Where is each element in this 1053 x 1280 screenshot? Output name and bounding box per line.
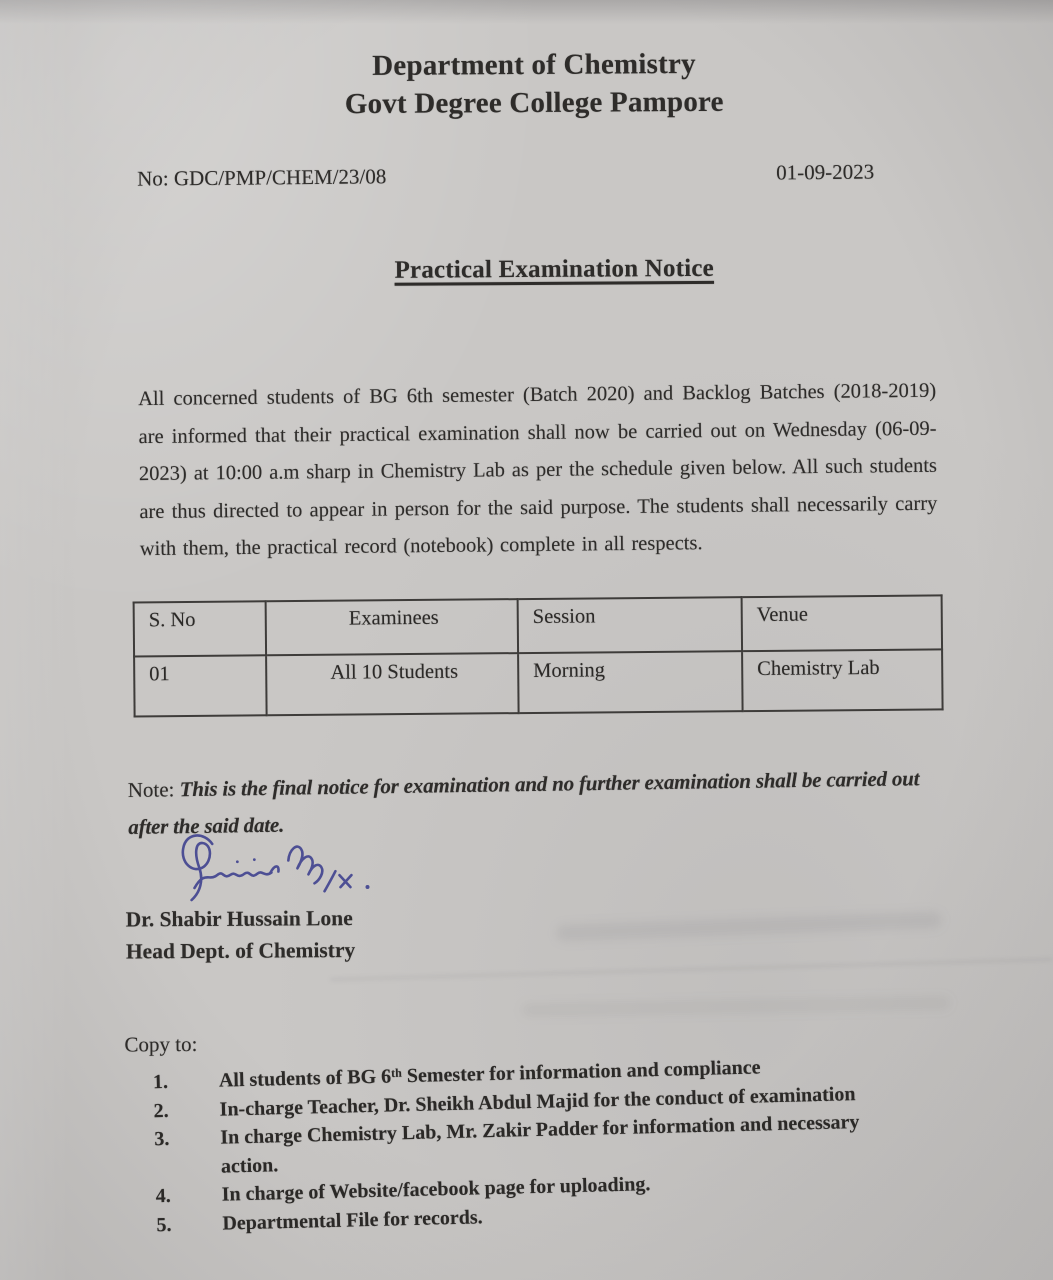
header-session: Session <box>518 597 742 653</box>
copy-to-label: Copy to: <box>124 1032 198 1057</box>
college-name: Govt Degree College Pampore <box>344 85 724 121</box>
cell-sno: 01 <box>134 655 267 716</box>
notice-title: Practical Examination Notice <box>394 254 715 284</box>
item-text: All students of BG 6ᵗʰ Semester for information and compliance <box>218 1056 761 1092</box>
item-text: In charge of Website/facebook page for uploading. <box>221 1173 651 1206</box>
item-number: 1. <box>152 1070 169 1094</box>
signatory-title: Head Dept. of Chemistry <box>125 938 356 964</box>
reference-number: No: GDC/PMP/CHEM/23/08 <box>137 164 387 191</box>
header-venue: Venue <box>742 595 942 651</box>
item-text: In charge Chemistry Lab, Mr. Zakir Padder for information and necessary action. <box>220 1111 860 1178</box>
reference-row <box>137 160 874 192</box>
item-text: In-charge Teacher, Dr. Sheikh Abdul Majid for the conduct of examination <box>219 1082 856 1121</box>
item-text: Departmental File for records. <box>222 1205 483 1235</box>
header-examinees: Examinees <box>266 599 518 655</box>
signature-scribble <box>166 827 381 910</box>
table-header-row <box>134 595 942 656</box>
item-number: 2. <box>153 1099 169 1122</box>
table-row <box>134 649 942 716</box>
cell-examinees: All 10 Students <box>266 653 519 715</box>
letterhead <box>0 43 1050 125</box>
note-label: Note: <box>127 777 175 803</box>
note-text: This is the final notice for examination and no further examination shall be carried out after the said date. <box>128 766 920 840</box>
notice-body-paragraph: All concerned students of BG 6th semester (Batch 2020) and Backlog Batches (2018-2019) are informed that their practical examination shall now be carried out on Wednesday (06-09-2023) at 10:00 a.m sharp in Chemistry Lab as per the schedule given below. All such students are thus directed to appear in person for the said purpose. The students shall necessarily carry with them, the practical record (notebook) complete in all respects. <box>138 379 938 560</box>
item-number: 4. <box>155 1184 172 1208</box>
notice-title-wrap <box>0 253 1051 287</box>
item-number: 5. <box>156 1213 172 1236</box>
department-name: Department of Chemistry <box>372 47 696 82</box>
header-sno: S. No <box>134 601 266 656</box>
copy-to-list <box>153 1050 925 1240</box>
exam-schedule-table <box>133 594 944 717</box>
cell-session: Morning <box>518 651 743 713</box>
signatory-name: Dr. Shabir Hussain Lone <box>125 906 353 932</box>
cell-venue: Chemistry Lab <box>742 649 943 711</box>
signatory-block <box>126 902 356 967</box>
notice-date: 01-09-2023 <box>776 159 875 185</box>
item-number: 3. <box>154 1127 170 1151</box>
